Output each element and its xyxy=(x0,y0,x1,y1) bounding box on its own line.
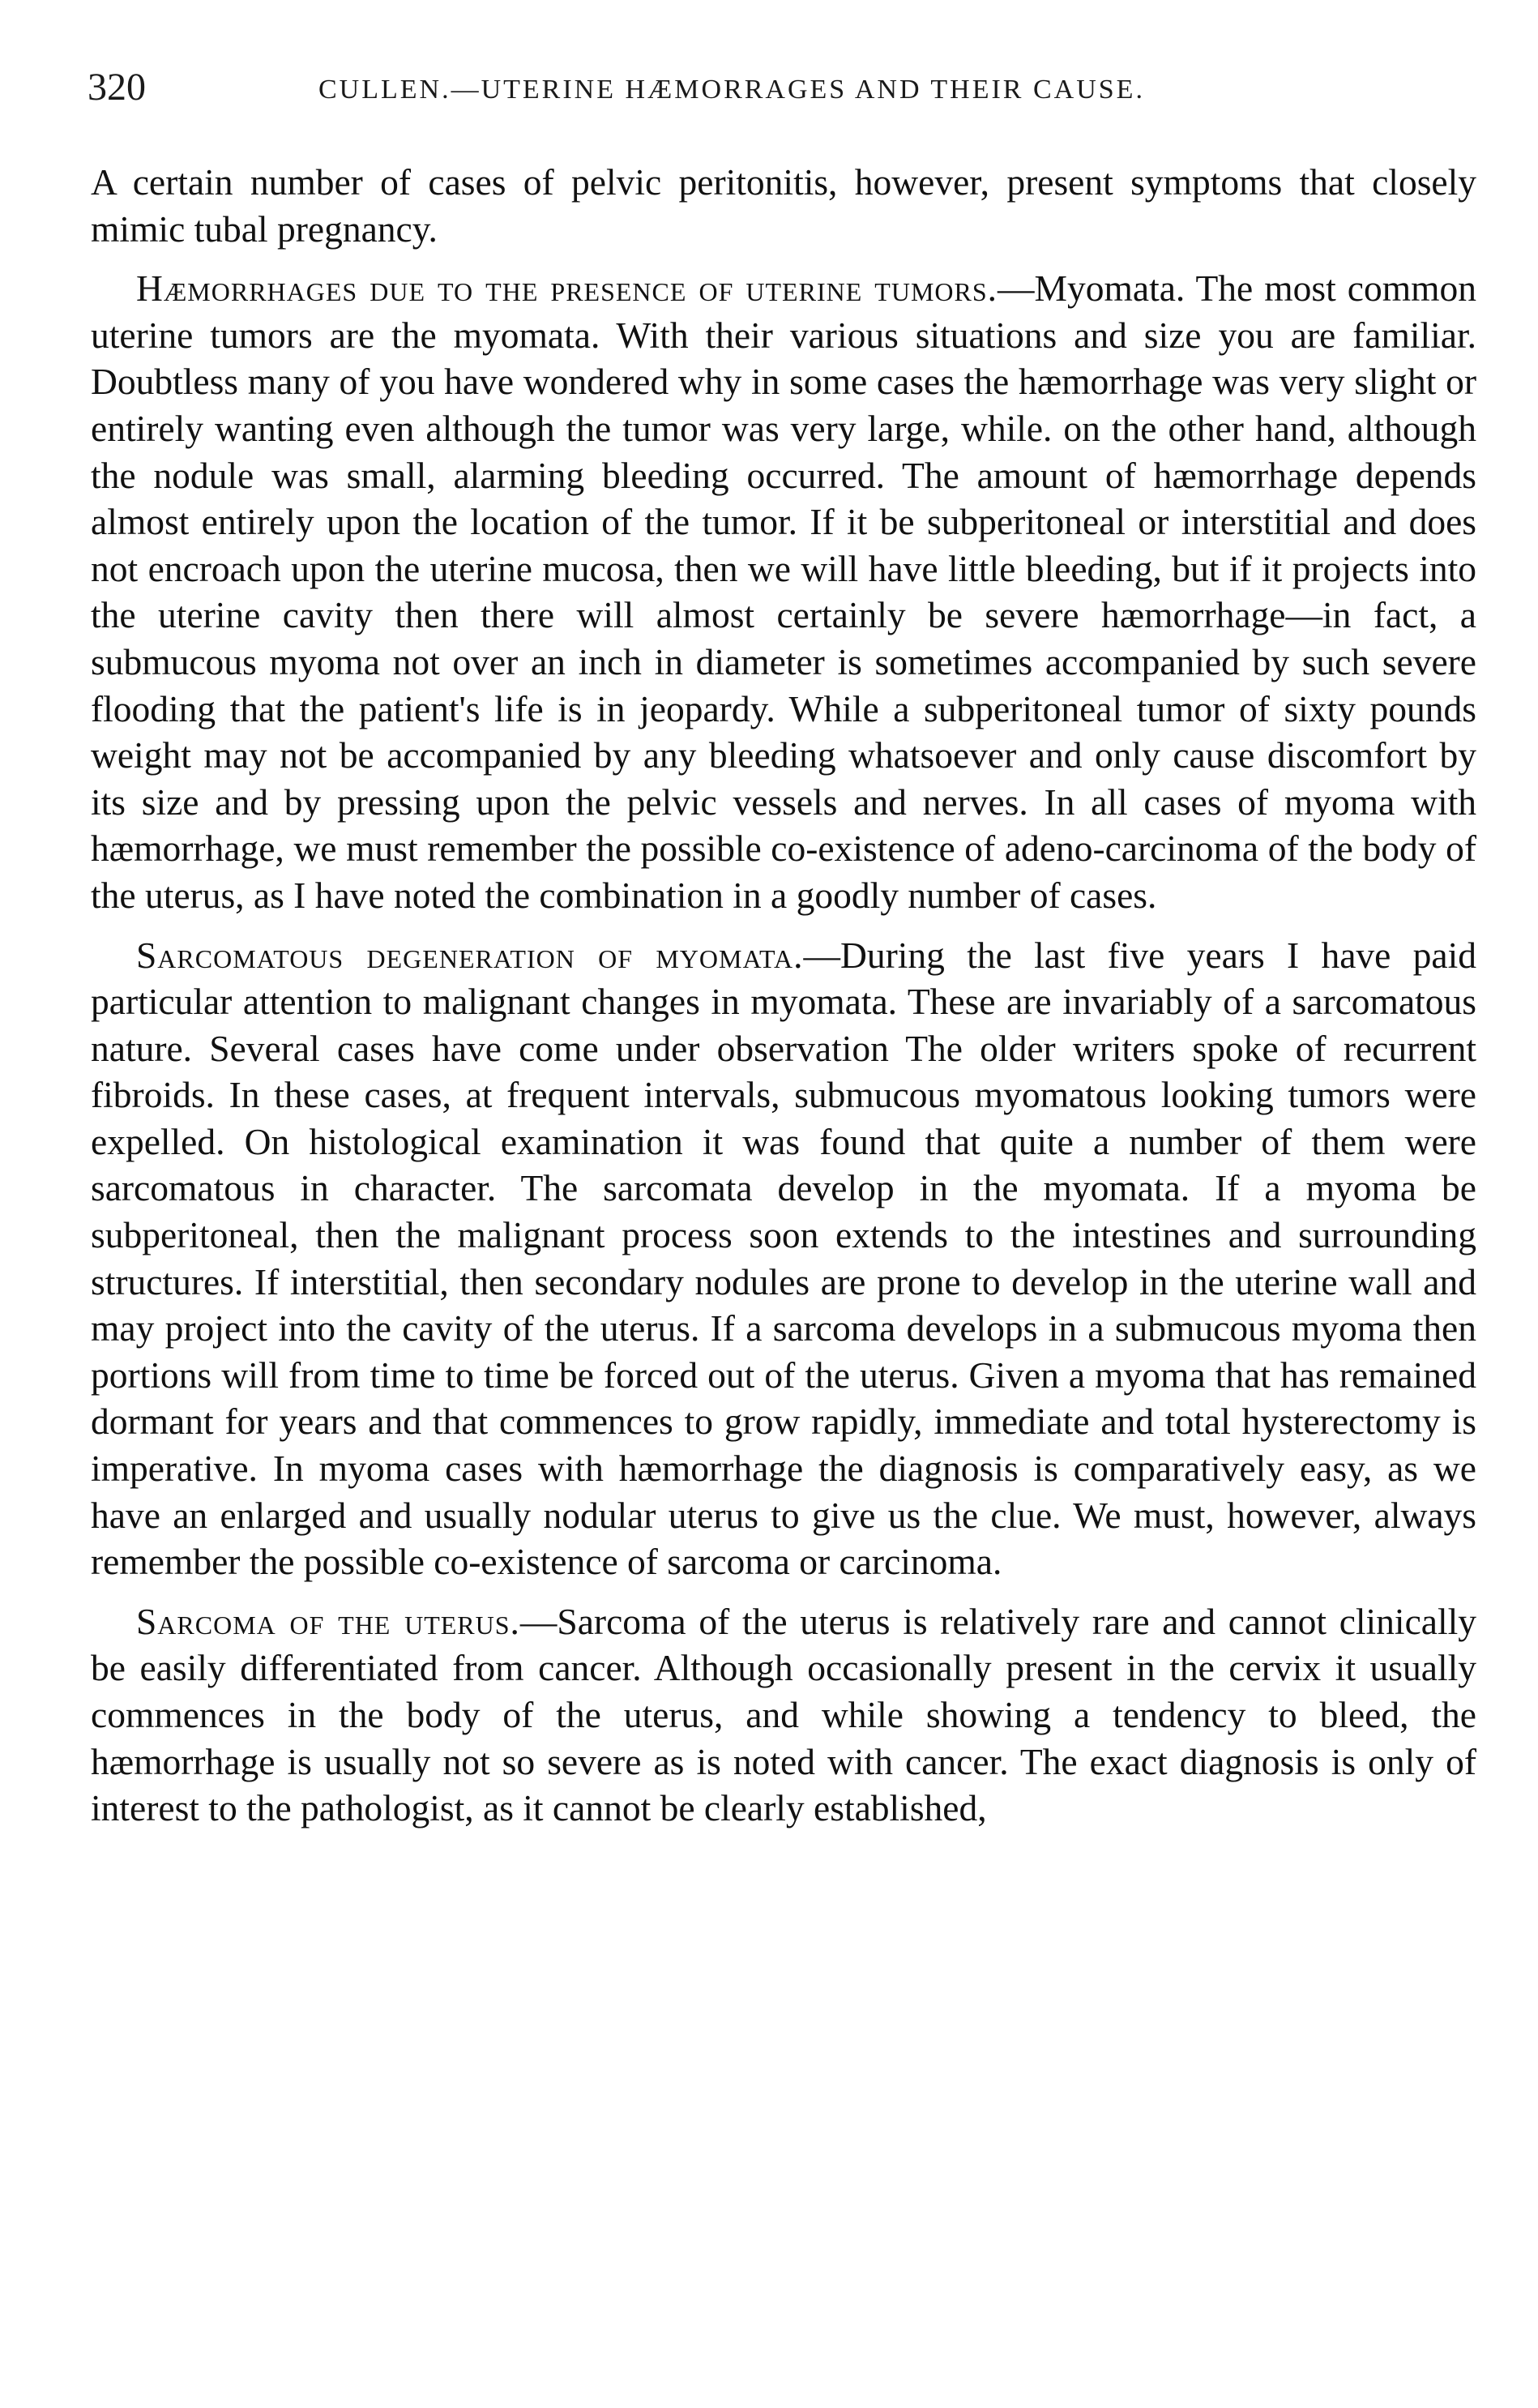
section-heading: Hæmorrhages due to the presence of uterine tumors. xyxy=(136,267,998,310)
paragraph-text: —During the last five years I have paid particular attention to malignant changes in myomata. These are invariably of a sarcomatous nature. Several cases have come under observation The older writers spoke of recurrent fibroids. In these cases, at frequent intervals, submucous myomatous looking tumors were expelled. On histological examination it was found that quite a number of them were sarcomatous in character. The sarcomata develop in the myomata. If a myoma be subperitoneal, then the malignant process soon extends to the intestines and surrounding structures. If interstitial, then secondary nodules are prone to develop in the uterine wall and may project into the cavity of the uterus. If a sarcoma develops in a submucous myoma then portions will from time to time be forced out of the uterus. Given a myoma that has remained dormant for years and that commences to grow rapidly, immediate and total hysterectomy is imperative. In myoma cases with hæmorrhage the diagnosis is comparatively easy, as we have an enlarged and usually nodular uterus to give us the clue. We must, however, always remember the possible co-existence of sarcoma or carcinoma. xyxy=(91,934,1476,1583)
page-number: 320 xyxy=(88,66,146,109)
section-haemorrhages-uterine-tumors xyxy=(91,265,1476,918)
section-sarcoma-of-uterus xyxy=(91,1598,1476,1832)
section-heading: Sarcoma of the uterus. xyxy=(136,1600,520,1642)
running-header xyxy=(88,63,1475,112)
body-text xyxy=(91,159,1476,1832)
section-sarcomatous-degeneration xyxy=(91,932,1476,1585)
paragraph-pelvic-peritonitis xyxy=(91,159,1476,252)
paragraph-text: —Myomata. The most common uterine tumors are the myomata. With their various situations and size you are familiar. Doubtless many of you have wondered why in some cases the hæmorrhage was very slight or entirely wanting even although the tumor was very large, while. on the other hand, although the nodule was small, alarming bleeding occurred. The amount of hæmorrhage depends almost entirely upon the location of the tumor. If it be subperitoneal or interstitial and does not encroach upon the uterine mucosa, then we will have little bleeding, but if it projects into the uterine cavity then there will almost certainly be severe hæmorrhage—in fact, a submucous myoma not over an inch in diameter is sometimes accompanied by such severe flooding that the patient's life is in jeopardy. While a subperitoneal tumor of sixty pounds weight may not be accompanied by any bleeding whatsoever and only cause discomfort by its size and by pressing upon the pelvic vessels and nerves. In all cases of myoma with hæmorrhage, we must remember the possible co-existence of adeno-carcinoma of the body of the uterus, as I have noted the combination in a goodly number of cases. xyxy=(91,267,1477,916)
section-heading: Sarcomatous degeneration of myomata. xyxy=(136,934,804,976)
paragraph-text: A certain number of cases of pelvic peritonitis, however, present symptoms that closely mimic tubal pregnancy. xyxy=(91,161,1476,250)
paragraph-text: —Sarcoma of the uterus is relatively rare and cannot clinically be easily differentiated from cancer. Although occasionally present in the cervix it usually commences in the body of the uterus, and while showing a tendency to bleed, the hæmorrhage is usually not so severe as is noted with cancer. The exact diagnosis is only of interest to the pathologist, as it cannot be clearly established, xyxy=(91,1600,1476,1829)
running-title: CULLEN.—UTERINE HÆMORRAGES AND THEIR CAUSE. xyxy=(318,75,1145,105)
